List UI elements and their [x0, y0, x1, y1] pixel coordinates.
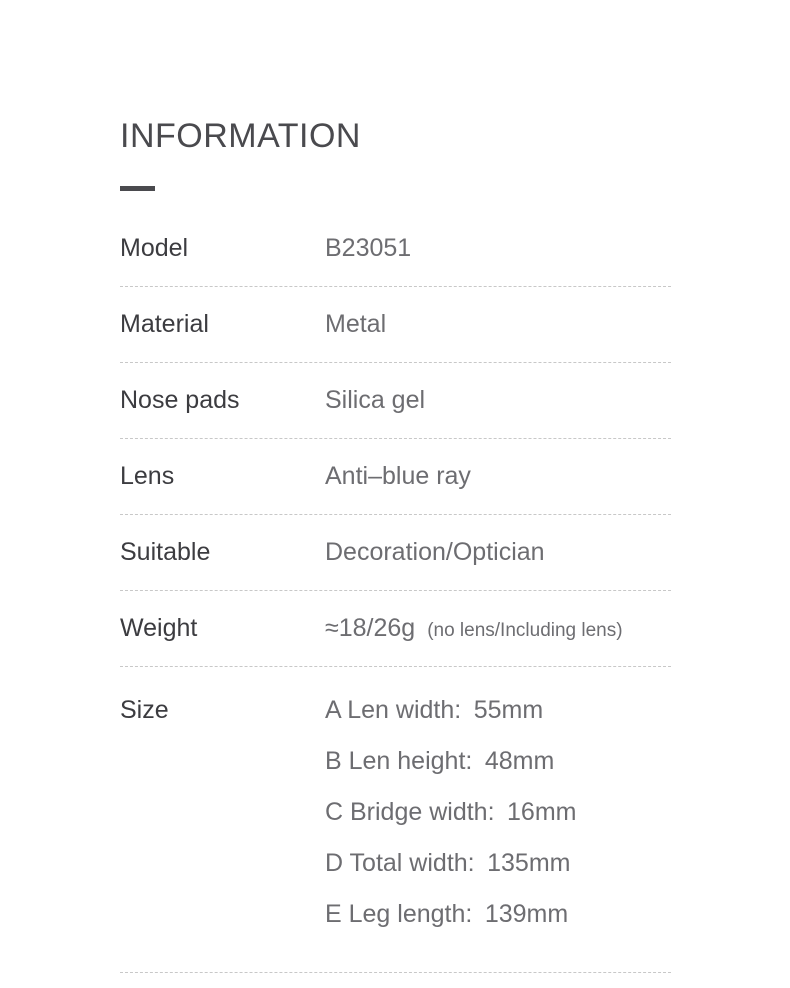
spec-label-weight: Weight	[120, 614, 198, 642]
spec-row-material	[120, 287, 671, 363]
size-line-d-total-width: D Total width: 135mm	[325, 849, 571, 877]
size-line-c-bridge-width: C Bridge width: 16mm	[325, 798, 577, 826]
info-section	[120, 0, 671, 973]
size-lines	[325, 685, 576, 940]
spec-value-weight-note: (no lens/Including lens)	[427, 620, 623, 641]
spec-row-suitable	[120, 515, 671, 591]
size-line-b-len-height: B Len height: 48mm	[325, 747, 555, 775]
spec-label-nose-pads: Nose pads	[120, 386, 240, 414]
spec-value-nose-pads: Silica gel	[325, 386, 426, 414]
spec-value-weight: ≈18/26g	[325, 614, 416, 642]
spec-row-nose-pads	[120, 363, 671, 439]
spec-row-weight	[120, 591, 671, 667]
spec-label-suitable: Suitable	[120, 538, 211, 566]
spec-row-lens	[120, 439, 671, 515]
spec-value-lens: Anti–blue ray	[325, 462, 471, 490]
spec-label-size: Size	[120, 696, 169, 724]
size-line-e-leg-length: E Leg length: 139mm	[325, 900, 569, 928]
spec-row-model	[120, 211, 671, 287]
spec-label-lens: Lens	[120, 462, 175, 490]
title-underline-dash	[120, 186, 155, 191]
spec-value-material: Metal	[325, 310, 387, 338]
spec-table	[120, 211, 671, 973]
spec-row-size	[120, 667, 671, 973]
spec-label-material: Material	[120, 310, 209, 338]
spec-label-model: Model	[120, 234, 189, 262]
page-title: INFORMATION	[120, 117, 361, 155]
size-line-a-len-width: A Len width: 55mm	[325, 696, 544, 724]
spec-value-suitable: Decoration/Optician	[325, 538, 545, 566]
spec-value-model: B23051	[325, 234, 412, 262]
